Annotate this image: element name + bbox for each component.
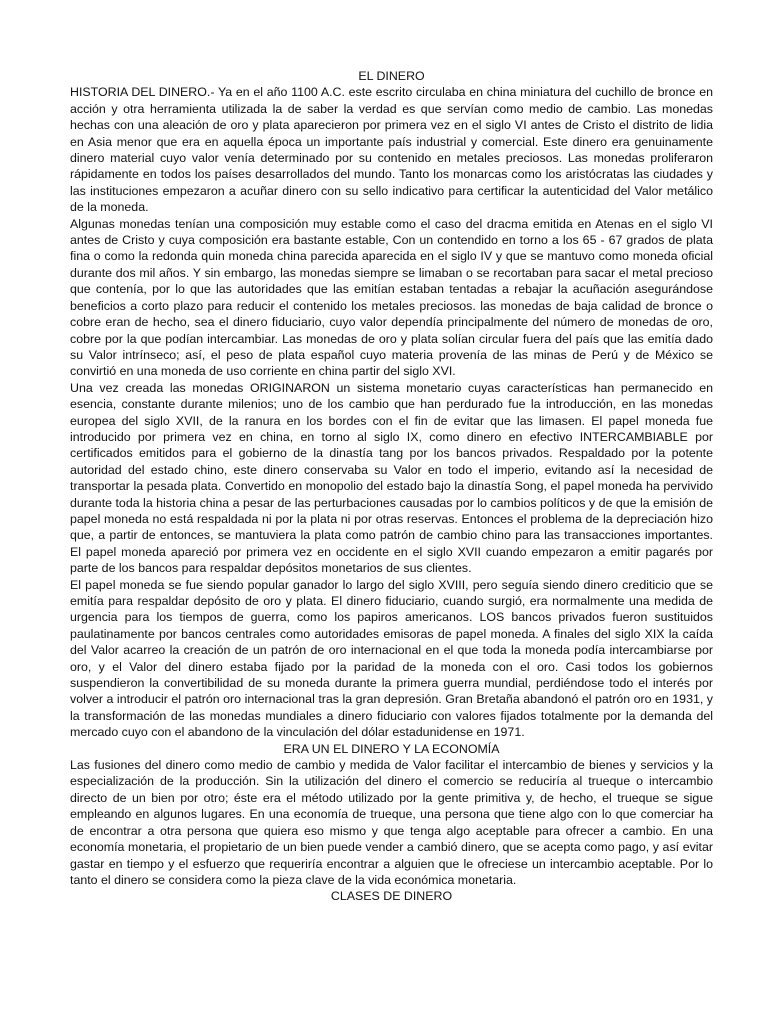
document-title: EL DINERO <box>358 69 425 83</box>
paragraph-sistema-monetario: Una vez creada las monedas ORIGINARON un sistema monetario cuyas características han permanecido en esencia, constante durante milenios; uno de los cambio que han perdurado fue la introducción, en las monedas europea del siglo XVII, de la ranura en los bordes con el fin de evitar que las limasen. El papel moneda fue introducido por primera vez en china, en torno al siglo IX, como dinero en efectivo INTERCAMBIABLE por certificados emitidos para el gobierno de la dinastía tang por los bancos privados. Respaldado por la potente autoridad del estado chino, este dinero conservaba su Valor en todo el imperio, evitando así la necesidad de transportar la pesada plata. Convertido en monopolio del estado bajo la dinastía Song, el papel moneda ha pervivido durante toda la historia china a pesar de las perturbaciones causadas por lo cambios políticos y de que la emisión de papel moneda no está respaldada ni por la plata ni por otras reservas. Entonces el problema de la depreciación hizo que, a partir de entonces, se mantuviera la plata como patrón de cambio chino para las transacciones importantes. El papel moneda apareció por primera vez en occidente en el siglo XVII cuando empezaron a emitir pagarés por parte de los bancos para respaldar depósitos monetarios de sus clientes. <box>70 380 713 576</box>
document-page <box>70 68 713 905</box>
paragraph-monedas: Algunas monedas tenían una composición muy estable como el caso del dracma emitida en Atenas en el siglo VI antes de Cristo y cuya composición era bastante estable, Con un contendido en torno a los 65 - 67 grados de plata fina o como la redonda quin moneda china parecida aparecida en el siglo IV y que se mantuvo como moneda oficial durante dos mil años. Y sin embargo, las monedas siempre se limaban o se recortaban para sacar el metal precioso que contenía, por lo que las autoridades que las emitían estaban tentadas a rebajar la acuñación asegurándose beneficios a corto plazo para reducir el contenido los metales preciosos. las monedas de baja calidad de bronce o cobre eran de hecho, sea el dinero fiduciario, cuyo valor dependía principalmente del número de monedas de oro, cobre por la que podían intercambiar. Las monedas de oro y plata solían circular fuera del país que las emitía dado su Valor intrínseco; así, el peso de plata español cuyo materia provenía de las minas de Perú y de México se convirtió en una moneda de uso corriente en china partir del siglo XVI. <box>70 216 713 379</box>
paragraph-historia: HISTORIA DEL DINERO.- Ya en el año 1100 A.C. este escrito circulaba en china miniatura del cuchillo de bronce en acción y otra herramienta utilizada la de saber la verdad es que servían como medio de cambio. Las monedas hechas con una aleación de oro y plata aparecieron por primera vez en el siglo VI antes de Cristo el distrito de lidia en Asia menor que era en aquella época un importante país industrial y comercial. Este dinero era genuinamente dinero material cuyo valor venía determinado por su contenido en metales preciosos. Las monedas proliferaron rápidamente en todos los países desarrollados del mundo. Tanto los monarcas como los aristócratas las ciudades y las instituciones empezaron a acuñar dinero con su sello indicativo para certificar la autenticidad del Valor metálico de la moneda. <box>70 85 713 215</box>
section-title-clases: CLASES DE DINERO <box>330 889 453 904</box>
paragraph-economia: Las fusiones del dinero como medio de cambio y medida de Valor facilitar el intercambio de bienes y servicios y la especialización de la producción. Sin la utilización del dinero el comercio se reduciría al trueque o intercambio directo de un bien por otro; éste era el método utilizado por la gente primitiva y, de hecho, el trueque se sigue empleando en algunos lugares. En una economía de trueque, una persona que tiene algo con lo que comerciar ha de encontrar a otra persona que quiera eso mismo y que tenga algo aceptable para ofrecer a cambio. En una economía monetaria, el propietario de un bien puede vender a cambió dinero, que se acepta como pago, y así evitar gastar en tiempo y el esfuerzo que requeriría encontrar a alguien que le ofreciese un intercambio aceptable. Por lo tanto el dinero se considera como la pieza clave de la vida económica monetaria. <box>70 758 713 887</box>
section-title-economia: ERA UN EL DINERO Y LA ECONOMÍA <box>283 741 500 756</box>
paragraph-papel-moneda: El papel moneda se fue siendo popular ganador lo largo del siglo XVIII, pero seguía siendo dinero crediticio que se emitía para respaldar depósito de oro y plata. El dinero fiduciario, cuando surgió, era normalmente una medida de urgencia para los tiempos de guerra, como los papiros americanos. LOS bancos privados fueron sustituidos paulatinamente por bancos centrales como autoridades emisoras de papel moneda. A finales del siglo XIX la caída del Valor acarreo la creación de un patrón de oro internacional en el que toda la moneda podía intercambiarse por oro, y el Valor del dinero estaba fijado por la paridad de la moneda con el oro. Casi todos los gobiernos suspendieron la convertibilidad de su moneda durante la primera guerra mundial, perdiéndose todo el interés por volver a introducir el patrón oro internacional tras la gran depresión. Gran Bretaña abandonó el patrón oro en 1931, y la transformación de las monedas mundiales a dinero fiduciario con valores fijados totalmente por la demanda del mercado cuyo con el abandono de la vinculación del dólar estadunidense en 1971. <box>70 577 713 740</box>
